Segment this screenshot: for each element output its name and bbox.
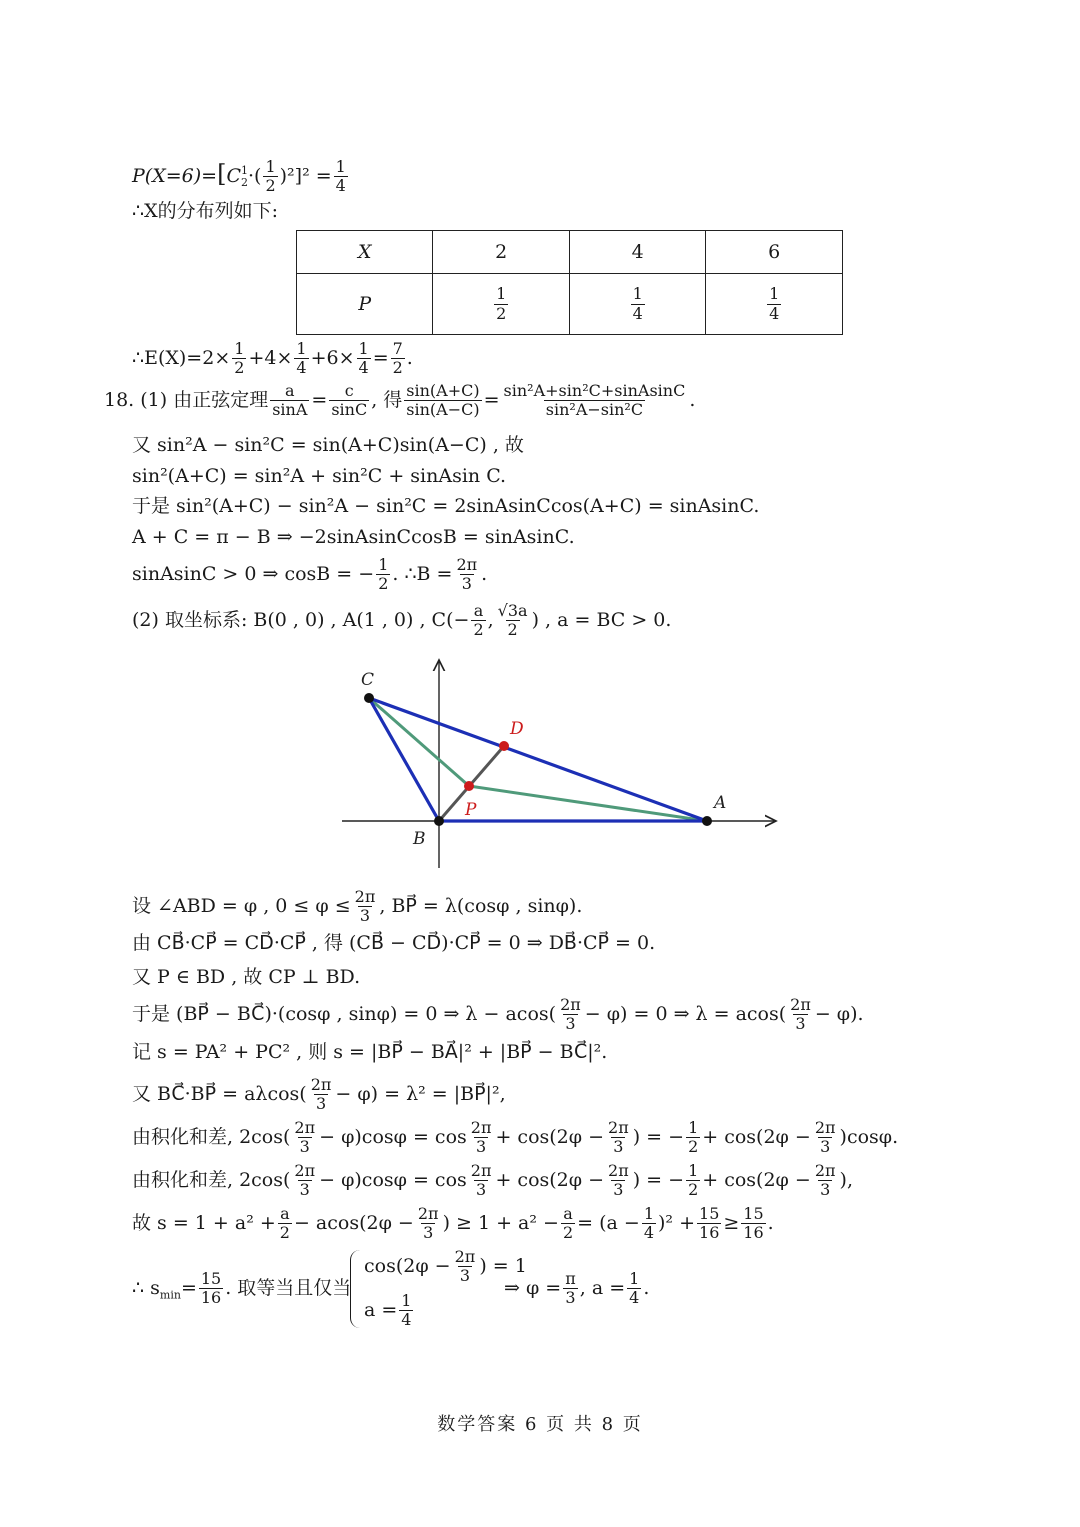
frac-den: 2 xyxy=(279,1223,290,1243)
text: )² + xyxy=(658,1211,696,1234)
frac-den: 2 xyxy=(473,620,484,640)
frac-num: a xyxy=(280,1204,290,1223)
frac-den: 3 xyxy=(315,1094,327,1114)
frac-den: 3 xyxy=(820,1180,831,1200)
frac-den: 3 xyxy=(795,1014,806,1034)
frac-num: 1 xyxy=(335,157,346,176)
label-b: B xyxy=(413,829,426,849)
frac-den: 2 xyxy=(234,358,245,378)
label-p: P xyxy=(465,800,477,820)
frac-num: c xyxy=(344,381,354,400)
frac-num: π xyxy=(565,1269,576,1288)
label-a: A xyxy=(714,793,727,813)
text: = xyxy=(180,1276,197,1299)
fraction xyxy=(292,1119,317,1157)
frac-num: 1 xyxy=(632,284,643,304)
page-footer: 数学答案 6 页 共 8 页 xyxy=(437,1414,643,1435)
fraction xyxy=(416,1205,441,1243)
exp-eq: = xyxy=(372,346,389,369)
fraction xyxy=(741,1205,765,1243)
text: . ∴B = xyxy=(392,562,453,585)
text: a = xyxy=(364,1298,398,1321)
fraction xyxy=(813,1119,838,1157)
fraction xyxy=(561,1205,575,1243)
triangle-side-cb xyxy=(369,698,439,821)
frac-num: 2π xyxy=(417,1204,439,1223)
text: ) = − xyxy=(632,1168,685,1191)
text: 故 s = 1 + a² + xyxy=(132,1211,276,1234)
q18-prefix: 18. (1) 由正弦定理 xyxy=(104,388,269,411)
fraction xyxy=(199,1270,223,1308)
subscript-min: min xyxy=(159,1288,181,1302)
close-squares: )²]² = xyxy=(279,164,332,187)
exp-mid: +6× xyxy=(310,346,355,369)
frac-num: 1 xyxy=(688,1161,699,1180)
frac-num: 2π xyxy=(608,1161,629,1180)
table-header-cell: 6 xyxy=(706,231,843,274)
frac-num: 2π xyxy=(814,1118,836,1137)
fraction xyxy=(558,996,583,1034)
distribution-intro: ∴X的分布列如下: xyxy=(132,200,279,222)
frac-num: 15 xyxy=(200,1269,222,1288)
text: + cos(2φ − xyxy=(702,1168,811,1191)
text: + cos(2φ − xyxy=(495,1125,605,1148)
frac-den: 2 xyxy=(392,358,403,378)
text: − acos(2φ − xyxy=(293,1211,414,1234)
point-d xyxy=(499,741,509,751)
frac-num: 1 xyxy=(688,1118,699,1137)
point-c xyxy=(364,693,374,703)
text: − φ) = 0 ⇒ λ = acos( xyxy=(584,1002,787,1025)
frac-den: 4 xyxy=(632,303,643,323)
frac-num: 2π xyxy=(470,1118,492,1137)
fraction xyxy=(788,996,813,1034)
q18-line-4: 于是 sin²(A+C) − sin²A − sin²C = 2sinAsinCcos(A+C) = sinAsinC. xyxy=(132,495,760,517)
fraction xyxy=(563,1270,578,1308)
fraction xyxy=(353,888,378,926)
text: , a = xyxy=(579,1276,626,1299)
text: − φ) = λ² = |BP⃗|², xyxy=(335,1082,506,1105)
q18-line-2: 又 sin²A − sin²C = sin(A+C)sin(A−C) , 故 xyxy=(132,434,524,456)
fraction xyxy=(627,1270,641,1308)
cases-brace xyxy=(350,1250,363,1328)
frac-num: 1 xyxy=(401,1291,412,1310)
frac-num: 1 xyxy=(496,284,507,304)
exp-mid: +4× xyxy=(248,346,293,369)
fraction xyxy=(606,1119,631,1157)
end: . xyxy=(689,388,696,411)
text: − φ)cosφ = cos xyxy=(319,1168,467,1191)
frac-den: 4 xyxy=(401,1310,412,1330)
triangle-side-ca xyxy=(369,698,707,821)
text: , xyxy=(487,608,494,631)
q18-line-3: sin²(A+C) = sin²A + sin²C + sinAsin C. xyxy=(132,465,507,487)
dot-paren: ·( xyxy=(248,164,262,187)
frac-num: a xyxy=(285,381,295,400)
text: )cosφ. xyxy=(839,1125,899,1148)
fraction xyxy=(642,1205,656,1243)
text: 由积化和差, 2cos( xyxy=(132,1125,291,1148)
text: − φ). xyxy=(814,1002,864,1025)
text: ) , a = BC > 0. xyxy=(531,608,672,631)
frac-num: 1 xyxy=(358,339,369,358)
frac-num: 2π xyxy=(814,1161,836,1180)
solution-line-5: 记 s = PA² + PC² , 则 s = |BP⃗ − BA⃗|² + |BP⃗ − BC⃗|². xyxy=(132,1041,608,1063)
table-header-cell: 4 xyxy=(569,231,706,274)
frac-den: 16 xyxy=(699,1223,720,1243)
bracket-open: [ xyxy=(217,159,227,188)
fraction xyxy=(686,1162,700,1200)
eq: = xyxy=(483,388,500,411)
fraction xyxy=(309,1076,334,1114)
frac-den: 3 xyxy=(565,1014,576,1034)
frac-den: 4 xyxy=(629,1288,640,1308)
frac-den: 3 xyxy=(476,1137,487,1157)
fraction xyxy=(697,1205,721,1243)
solution-line-9 xyxy=(132,1205,774,1243)
frac-num: 2π xyxy=(560,995,581,1014)
frac-den: 3 xyxy=(423,1223,434,1243)
text: , BP⃗ = λ(cosφ , sinφ). xyxy=(379,894,583,917)
frac-num: 2π xyxy=(608,1118,629,1137)
text: ) = − xyxy=(632,1125,685,1148)
frac-num: sin(A+C) xyxy=(406,381,480,400)
frac-den: 2 xyxy=(507,620,518,640)
text: 由积化和差, 2cos( xyxy=(132,1168,291,1191)
frac-num: a xyxy=(473,601,484,620)
text: = (a − xyxy=(577,1211,640,1234)
fraction xyxy=(469,1162,494,1200)
frac-den: sinC xyxy=(331,400,368,420)
frac-den: sin²A−sin²C xyxy=(545,400,644,420)
text: 于是 (BP⃗ − BC⃗)·(cosφ , sinφ) = 0 ⇒ λ − acos( xyxy=(132,1002,557,1025)
exp-end: . xyxy=(406,346,413,369)
solution-line-4 xyxy=(132,996,864,1034)
case-line-1 xyxy=(364,1248,527,1286)
frac-num: 2π xyxy=(354,887,376,906)
text: ), xyxy=(839,1168,853,1191)
exp-prefix: ∴E(X)=2× xyxy=(132,346,231,369)
frac-num: 2π xyxy=(294,1118,316,1137)
case-line-2 xyxy=(364,1292,415,1330)
fraction xyxy=(813,1162,838,1200)
text: + cos(2φ − xyxy=(702,1125,811,1148)
label-d: D xyxy=(510,719,524,739)
frac-num: 2π xyxy=(454,1247,476,1266)
frac-den: 4 xyxy=(643,1223,655,1243)
frac-num: 1 xyxy=(629,1269,640,1288)
cevian-pa xyxy=(469,786,707,821)
text: ) ≥ 1 + a² − xyxy=(442,1211,559,1234)
point-p xyxy=(464,781,474,791)
frac-den: 3 xyxy=(613,1180,624,1200)
text: 设 ∠ABD = φ , 0 ≤ φ ≤ xyxy=(132,894,351,917)
text: (2) 取坐标系: B(0 , 0) , A(1 , 0) , C(− xyxy=(132,608,470,631)
frac-num: 1 xyxy=(769,284,780,304)
frac-den: 3 xyxy=(565,1288,576,1308)
frac-den: 4 xyxy=(296,358,307,378)
frac-den: 2 xyxy=(688,1137,699,1157)
frac-den: sin(A−C) xyxy=(406,400,480,420)
cevian-cp xyxy=(369,698,469,786)
frac-den: 2 xyxy=(496,303,507,323)
fraction xyxy=(686,1119,700,1157)
frac-num: √3a xyxy=(497,601,528,620)
solution-line-3: 又 P ∈ BD , 故 CP ⊥ BD. xyxy=(132,966,361,988)
text: + cos(2φ − xyxy=(495,1168,605,1191)
comb-symbol: C xyxy=(226,164,241,187)
frac-num: 1 xyxy=(265,157,276,176)
row-label-p: P xyxy=(358,293,372,315)
case-result xyxy=(504,1270,649,1308)
header-x: X xyxy=(357,241,372,263)
fraction xyxy=(399,1292,413,1330)
frac-num: 15 xyxy=(699,1204,720,1223)
frac-den: 3 xyxy=(461,574,472,594)
fraction xyxy=(453,1248,478,1286)
q18-line-5: A + C = π − B ⇒ −2sinAsinCcosB = sinAsinC. xyxy=(132,526,575,548)
text: . 取等当且仅当 xyxy=(225,1276,352,1299)
fraction xyxy=(469,1119,494,1157)
text: . xyxy=(767,1211,774,1234)
comb-sup: 1 xyxy=(241,163,248,177)
frac-den: 3 xyxy=(299,1137,310,1157)
text: − φ)cosφ = cos xyxy=(319,1125,467,1148)
solution-line-7 xyxy=(132,1119,898,1157)
comb-sub: 2 xyxy=(241,175,248,189)
frac-den: 4 xyxy=(769,303,780,323)
frac-num: 1 xyxy=(378,555,389,574)
text: ) = 1 xyxy=(479,1254,527,1277)
frac-num: 2π xyxy=(294,1161,316,1180)
frac-den: 4 xyxy=(358,358,369,378)
frac-den: 2 xyxy=(688,1180,699,1200)
text: . xyxy=(643,1276,650,1299)
frac-den: sinA xyxy=(272,400,308,420)
solution-line-1 xyxy=(132,888,582,926)
mid-text: , 得 xyxy=(371,388,403,411)
fraction xyxy=(278,1205,292,1243)
frac-num: sin²A+sin²C+sinAsinC xyxy=(503,381,686,400)
point-b xyxy=(434,816,444,826)
frac-den: 2 xyxy=(265,176,276,196)
solution-line-8 xyxy=(132,1162,853,1200)
fraction xyxy=(606,1162,631,1200)
text: sinAsinC > 0 ⇒ cosB = − xyxy=(132,562,375,585)
eq: = xyxy=(311,388,328,411)
frac-num: 1 xyxy=(296,339,307,358)
prob-lhs: P(X=6)= xyxy=(132,164,218,187)
point-a xyxy=(702,816,712,826)
solution-line-2: 由 CB⃗·CP⃗ = CD⃗·CP⃗ , 得 (CB⃗ − CD⃗)·CP⃗ = 0 ⇒ DB⃗·CP⃗ = 0. xyxy=(132,932,656,954)
frac-num: 1 xyxy=(643,1204,655,1223)
frac-num: 2π xyxy=(310,1075,332,1094)
text: ∴ s xyxy=(132,1276,160,1299)
frac-den: 3 xyxy=(476,1180,487,1200)
frac-num: 2π xyxy=(470,1161,492,1180)
frac-den: 4 xyxy=(335,176,346,196)
frac-num: a xyxy=(563,1204,573,1223)
frac-den: 16 xyxy=(200,1288,222,1308)
text: . xyxy=(481,562,488,585)
frac-den: 3 xyxy=(459,1266,471,1286)
text: ⇒ φ = xyxy=(504,1276,562,1299)
frac-num: 1 xyxy=(234,339,245,358)
frac-num: 7 xyxy=(392,339,403,358)
solution-line-6 xyxy=(132,1076,506,1114)
frac-den: 3 xyxy=(613,1137,624,1157)
frac-den: 2 xyxy=(562,1223,574,1243)
text: cos(2φ − xyxy=(364,1254,451,1277)
frac-den: 3 xyxy=(820,1137,831,1157)
frac-num: 2π xyxy=(790,995,811,1014)
fraction xyxy=(292,1162,317,1200)
frac-den: 3 xyxy=(359,906,371,926)
solution-line-10 xyxy=(132,1270,351,1308)
text: 又 BC⃗·BP⃗ = aλcos( xyxy=(132,1082,307,1105)
label-c: C xyxy=(361,670,375,690)
frac-den: 2 xyxy=(378,574,389,594)
table-header-cell: 2 xyxy=(433,231,570,274)
frac-num: 15 xyxy=(743,1204,764,1223)
frac-num: 2π xyxy=(456,555,478,574)
text: ≥ xyxy=(723,1211,740,1234)
frac-den: 16 xyxy=(743,1223,764,1243)
frac-den: 3 xyxy=(299,1180,310,1200)
